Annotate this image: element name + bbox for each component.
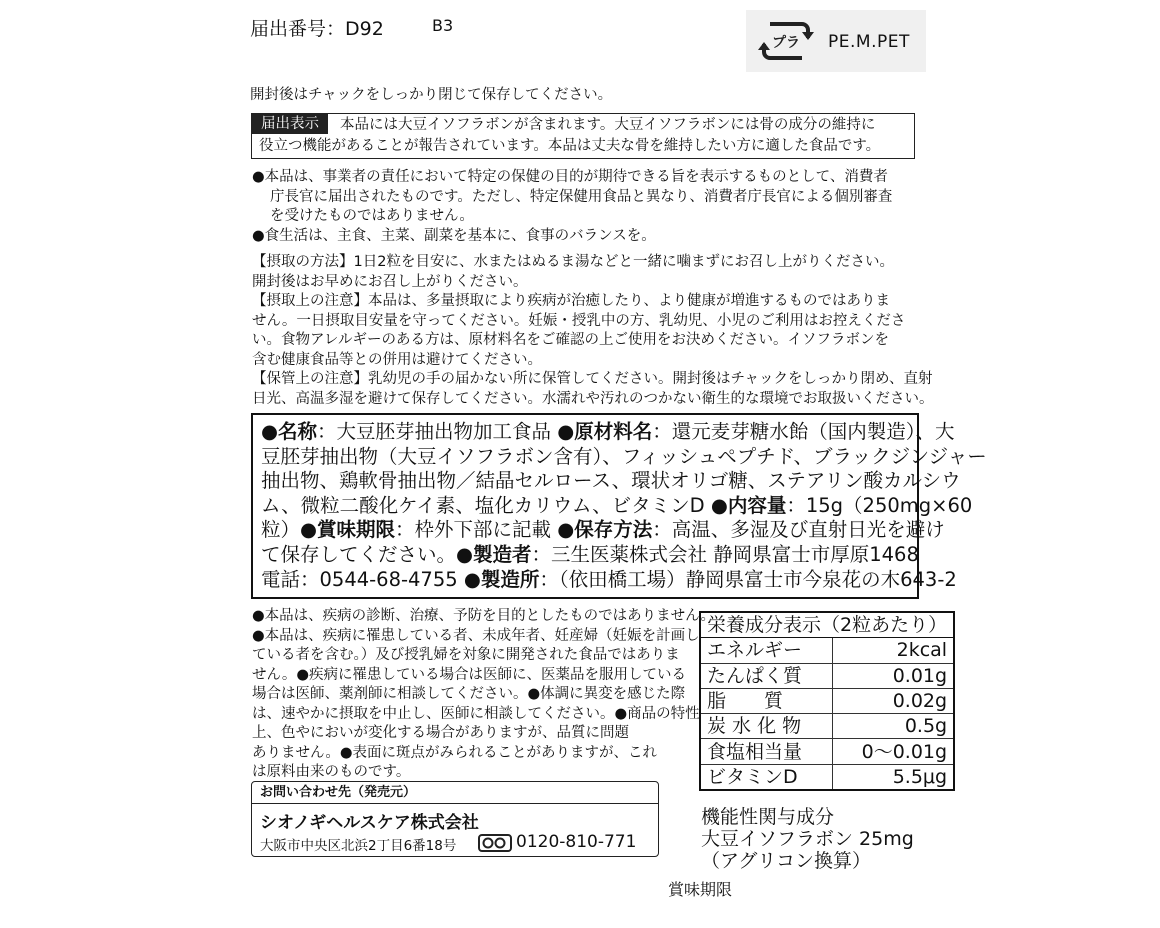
name-label: ●名称 bbox=[261, 420, 318, 443]
nutrient-value: 0～0.01g bbox=[833, 739, 954, 764]
ingredients-value: 豆胚芽抽出物（大豆イソフラボン含有）、フィッシュペプチド、ブラックジンジャー bbox=[261, 444, 987, 468]
recycle-mark-label: プラ bbox=[772, 35, 800, 51]
declaration-text: 役立つ機能があることが報告されています。本品は丈夫な骨を維持したい方に適した食品です。 bbox=[259, 138, 881, 154]
expiry-label: ●賞味期限 bbox=[300, 518, 396, 542]
nutrition-title: 栄養成分表示（2粒あたり） bbox=[700, 612, 954, 638]
disclaimer-line: ●食生活は、主食、主菜、副菜を基本に、食事のバランスを。 bbox=[252, 227, 656, 244]
intake-line: 【摂取の方法】1日2粒を目安に、水またはぬるま湯などと一緒に噛まずにお召し上がりください。 bbox=[252, 254, 894, 270]
notification-number: 届出番号：D92 bbox=[250, 18, 384, 40]
expiry-note: 賞味期限 bbox=[668, 880, 733, 899]
table-row bbox=[700, 663, 954, 688]
intake-line: 含む健康食品等との併用は避けてください。 bbox=[252, 351, 542, 368]
intake-line: 【摂取上の注意】本品は、多量摂取により疾病が治癒したり、より健康が増進するものではありま bbox=[252, 293, 890, 309]
declaration-tag: 届出表示 bbox=[252, 114, 328, 134]
content-value: 粒） bbox=[261, 518, 301, 542]
caution-line: ありません。●表面に斑点がみられることがありますが、これ bbox=[252, 744, 658, 761]
nutrient-value: 5.5μg bbox=[833, 764, 954, 790]
manufacturer-label: ●製造者 bbox=[456, 542, 532, 566]
contact-box bbox=[251, 781, 659, 857]
disclaimer-line: を受けたものではありません。 bbox=[270, 208, 474, 224]
disclaimer-line: 庁長官に届出されたものです。ただし、特定保健用食品と異なり、消費者庁長官による個別審査 bbox=[270, 188, 893, 205]
caution-line: 場合は医師、薬剤師に相談してください。●体調に異変を感じた際 bbox=[252, 686, 686, 702]
product-code: B3 bbox=[432, 16, 454, 35]
declaration-text: 本品には大豆イソフラボンが含まれます。大豆イソフラボンには骨の成分の維持に bbox=[340, 117, 876, 133]
storage-value: ：高温、多湿及び直射日光を避け bbox=[652, 518, 945, 542]
table-row bbox=[700, 638, 954, 663]
functional-ingredient bbox=[701, 806, 914, 872]
ingredients-label: ●原材料名 bbox=[557, 420, 653, 443]
nutrient-label: たんぱく質 bbox=[700, 663, 833, 688]
contact-heading: お問い合わせ先（発売元） bbox=[252, 782, 658, 804]
name-value: ：大豆胚芽抽出物加工食品 bbox=[317, 420, 558, 443]
functional-amount: 大豆イソフラボン 25mg bbox=[701, 828, 914, 850]
nutrient-label: 炭 水 化 物 bbox=[700, 714, 833, 739]
nutrient-value: 0.5g bbox=[833, 714, 954, 739]
product-info-text bbox=[261, 420, 987, 592]
disclaimer-block bbox=[252, 168, 892, 246]
caution-line: 上、色やにおいが変化する場合がありますが、品質に問題 bbox=[252, 725, 629, 741]
freedial-icon bbox=[478, 834, 512, 852]
table-row bbox=[700, 688, 954, 713]
nutrient-label: 食塩相当量 bbox=[700, 739, 833, 764]
functional-heading: 機能性関与成分 bbox=[701, 806, 835, 828]
ingredients-value: ム、微粒二酸化ケイ素、塩化カリウム、ビタミンD bbox=[261, 493, 711, 517]
manufacturer-phone: 電話：0544-68-4755 bbox=[261, 567, 464, 591]
nutrient-label: エネルギー bbox=[700, 638, 833, 663]
intake-line: 【保管上の注意】乳幼児の手の届かない所に保管してください。開封後はチャックをしっかり閉め、直射 bbox=[252, 371, 933, 387]
nutrient-label: 脂 質 bbox=[700, 688, 833, 713]
content-value: ：15g（250mg×60 bbox=[786, 493, 973, 517]
functional-note: （アグリコン換算） bbox=[701, 850, 872, 872]
contact-address: 大阪市中央区北浜2丁目6番18号 bbox=[260, 838, 457, 854]
recycle-mark bbox=[746, 10, 926, 72]
storage-notice: 開封後はチャックをしっかり閉じて保存してください。 bbox=[250, 87, 613, 103]
intake-instructions bbox=[252, 253, 934, 409]
caution-line: は原料由来のものです。 bbox=[252, 764, 411, 780]
nutrition-table bbox=[699, 611, 955, 791]
table-row bbox=[700, 739, 954, 764]
intake-line: い。食物アレルギーのある方は、原材料名をご確認の上ご使用をお決めください。イソフラボンを bbox=[252, 332, 890, 348]
manufacturer-value: ：三生医薬株式会社 静岡県富士市厚原1468 bbox=[531, 542, 919, 566]
expiry-value: ：枠外下部に記載 bbox=[395, 518, 558, 542]
content-label: ●内容量 bbox=[710, 493, 787, 517]
nutrient-value: 2kcal bbox=[833, 638, 954, 663]
contact-company: シオノギヘルスケア株式会社 bbox=[260, 813, 479, 833]
factory-label: ●製造所 bbox=[463, 567, 540, 591]
storage-value: て保存してください。 bbox=[261, 542, 457, 566]
intake-line: せん。一日摂取目安量を守ってください。妊娠・授乳中の方、乳幼児、小児のご利用はお控えくださ bbox=[252, 312, 906, 329]
table-row bbox=[700, 714, 954, 739]
ingredients-value: ：還元麦芽糖水飴（国内製造）、大 bbox=[652, 420, 955, 443]
caution-line: ●本品は、疾病の診断、治療、予防を目的としたものではありません。 bbox=[252, 608, 716, 624]
nutrient-value: 0.02g bbox=[833, 688, 954, 713]
declaration-box bbox=[251, 113, 915, 159]
intake-line: 日光、高温多湿を避けて保存してください。水濡れや汚れのつかない衛生的な環境でお取扱いください。 bbox=[252, 390, 934, 407]
recycle-icon bbox=[756, 16, 816, 66]
storage-label: ●保存方法 bbox=[557, 518, 653, 542]
recycle-material-text: PE.M.PET bbox=[828, 32, 910, 52]
ingredients-value: 抽出物、鶏軟骨抽出物／結晶セルロース、環状オリゴ糖、ステアリン酸カルシウ bbox=[261, 469, 961, 493]
disclaimer-line: ●本品は、事業者の責任において特定の保健の目的が期待できる旨を表示するものとして、消費者 bbox=[252, 169, 888, 185]
caution-notes bbox=[252, 607, 715, 783]
contact-phone: 0120-810-771 bbox=[516, 832, 637, 852]
nutrient-value: 0.01g bbox=[833, 663, 954, 688]
nutrient-label: ビタミンD bbox=[700, 764, 833, 790]
factory-value: ：（依田橋工場）静岡県富士市今泉花の木643-2 bbox=[539, 567, 957, 591]
caution-line: は、速やかに摂取を中止し、医師に相談してください。●商品の特性 bbox=[252, 705, 700, 722]
caution-line: ている者を含む。）及び授乳婦を対象に開発された食品ではありま bbox=[252, 647, 680, 663]
intake-line: 開封後はお早めにお召し上がりください。 bbox=[252, 273, 528, 290]
table-row bbox=[700, 764, 954, 790]
caution-line: せん。●疾病に罹患している場合は医師に、医薬品を服用している bbox=[252, 666, 687, 683]
caution-line: ●本品は、疾病に罹患している者、未成年者、妊産婦（妊娠を計画し bbox=[252, 627, 700, 644]
product-info-box bbox=[251, 413, 987, 599]
